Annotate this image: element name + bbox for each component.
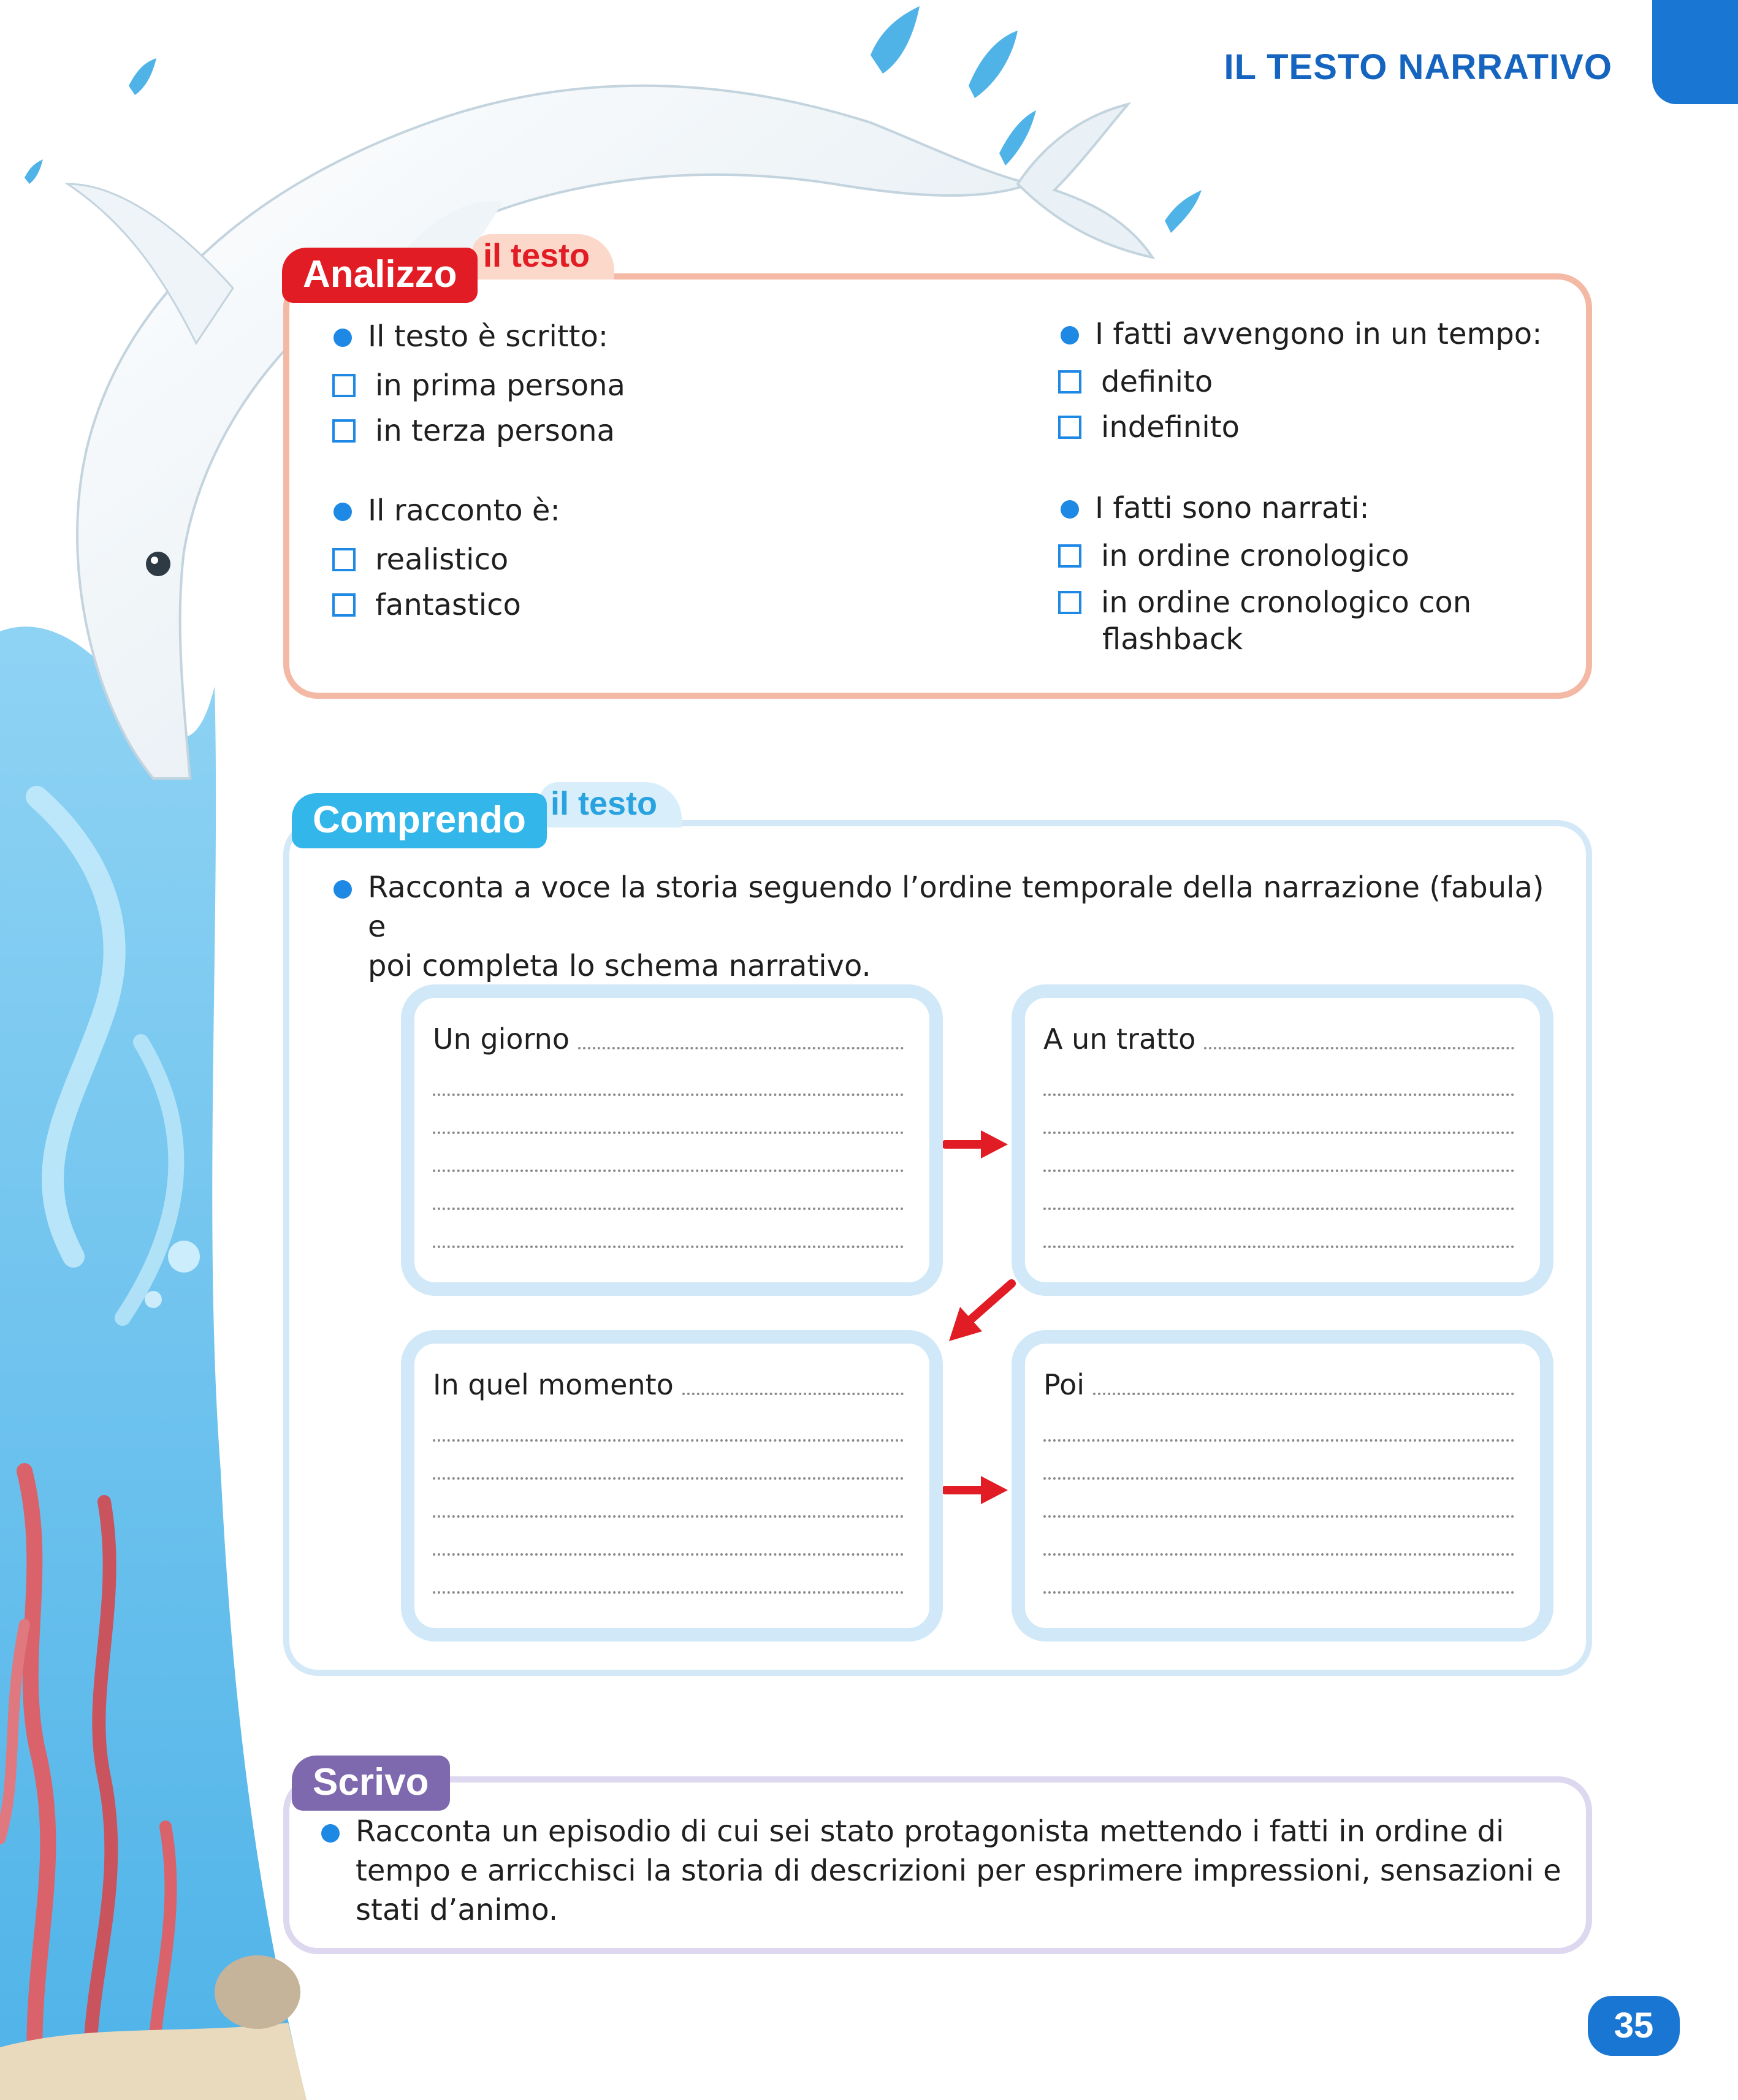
comprendo-tag: Comprendo: [292, 793, 547, 848]
checkbox-cronologico[interactable]: in ordine cronologico: [1058, 537, 1409, 575]
page-number: 35: [1588, 1996, 1680, 2056]
answer-line[interactable]: [1093, 1393, 1514, 1395]
checkbox-fantastico[interactable]: fantastico: [332, 586, 521, 624]
flashback-label: flashback: [1102, 622, 1243, 656]
answer-line[interactable]: [1043, 1404, 1514, 1442]
answer-line[interactable]: [433, 1442, 904, 1480]
answer-line[interactable]: [1043, 1442, 1514, 1480]
scrivo-tag: Scrivo: [292, 1756, 450, 1811]
story-box-un-giorno[interactable]: [401, 984, 943, 1296]
story-box-label: Poi: [1043, 1368, 1085, 1401]
comprendo-instruction-line-2: poi completa lo schema narrativo.: [368, 949, 871, 983]
answer-line[interactable]: [433, 1096, 904, 1134]
answer-line[interactable]: [1204, 1047, 1514, 1049]
checkbox-prima-persona[interactable]: in prima persona: [332, 367, 625, 405]
answer-line[interactable]: [433, 1518, 904, 1556]
checkbox-definito[interactable]: definito: [1058, 363, 1213, 401]
analizzo-tag: Analizzo: [282, 248, 478, 303]
comprendo-instruction-line-1: Racconta a voce la storia seguendo l’ordine temporale della narrazione (fabula) e: [368, 870, 1544, 944]
answer-line[interactable]: [1043, 1172, 1514, 1210]
scrivo-instruction-line-3: stati d’animo.: [356, 1893, 558, 1927]
answer-line[interactable]: [1043, 1480, 1514, 1518]
story-box-label: A un tratto: [1043, 1022, 1196, 1056]
answer-line[interactable]: [1043, 1058, 1514, 1096]
answer-line[interactable]: [1043, 1556, 1514, 1594]
question-story-label: Il racconto è:: [368, 492, 560, 530]
answer-line[interactable]: [1043, 1210, 1514, 1248]
answer-line[interactable]: [433, 1134, 904, 1172]
answer-line[interactable]: [1043, 1096, 1514, 1134]
answer-line[interactable]: [682, 1393, 904, 1395]
answer-line[interactable]: [433, 1172, 904, 1210]
scrivo-instruction-line-1: Racconta un episodio di cui sei stato protagonista mettendo i fatti in ordine di: [356, 1814, 1504, 1849]
analizzo-subtag: il testo: [472, 234, 614, 280]
answer-line[interactable]: [433, 1556, 904, 1594]
comprendo-instruction: [368, 868, 1569, 986]
answer-line[interactable]: [578, 1047, 904, 1049]
scrivo-instruction-line-2: tempo e arricchisci la storia di descrizioni per esprimere impressioni, sensazioni e: [356, 1854, 1561, 1888]
checkbox-flashback[interactable]: in ordine cronologico con: [1058, 584, 1471, 622]
story-box-label: In quel momento: [433, 1368, 674, 1401]
comprendo-subtag: il testo: [539, 782, 682, 827]
answer-line[interactable]: [433, 1058, 904, 1096]
arrow-right-icon: [943, 1128, 1010, 1161]
story-box-in-quel-momento[interactable]: [401, 1330, 943, 1642]
dolphin-eye: [146, 552, 170, 576]
question-written-label: Il testo è scritto:: [368, 318, 608, 356]
running-head: IL TESTO NARRATIVO: [1224, 47, 1612, 87]
answer-line[interactable]: [433, 1210, 904, 1248]
question-order-label: I fatti sono narrati:: [1095, 489, 1370, 527]
story-box-a-un-tratto[interactable]: [1012, 984, 1553, 1296]
answer-line[interactable]: [1043, 1518, 1514, 1556]
checkbox-terza-persona[interactable]: in terza persona: [332, 412, 615, 450]
arrow-down-left-icon: [944, 1279, 1018, 1346]
story-box-label: Un giorno: [433, 1022, 570, 1056]
checkbox-realistico[interactable]: realistico: [332, 541, 508, 579]
chapter-tab: [1652, 0, 1738, 104]
question-time-label: I fatti avvengono in un tempo:: [1095, 315, 1542, 353]
scrivo-instruction: [356, 1812, 1576, 1930]
arrow-right-icon: [943, 1474, 1010, 1507]
checkbox-indefinito[interactable]: indefinito: [1058, 408, 1240, 446]
story-box-poi[interactable]: [1012, 1330, 1553, 1642]
answer-line[interactable]: [433, 1404, 904, 1442]
answer-line[interactable]: [433, 1480, 904, 1518]
answer-line[interactable]: [1043, 1134, 1514, 1172]
